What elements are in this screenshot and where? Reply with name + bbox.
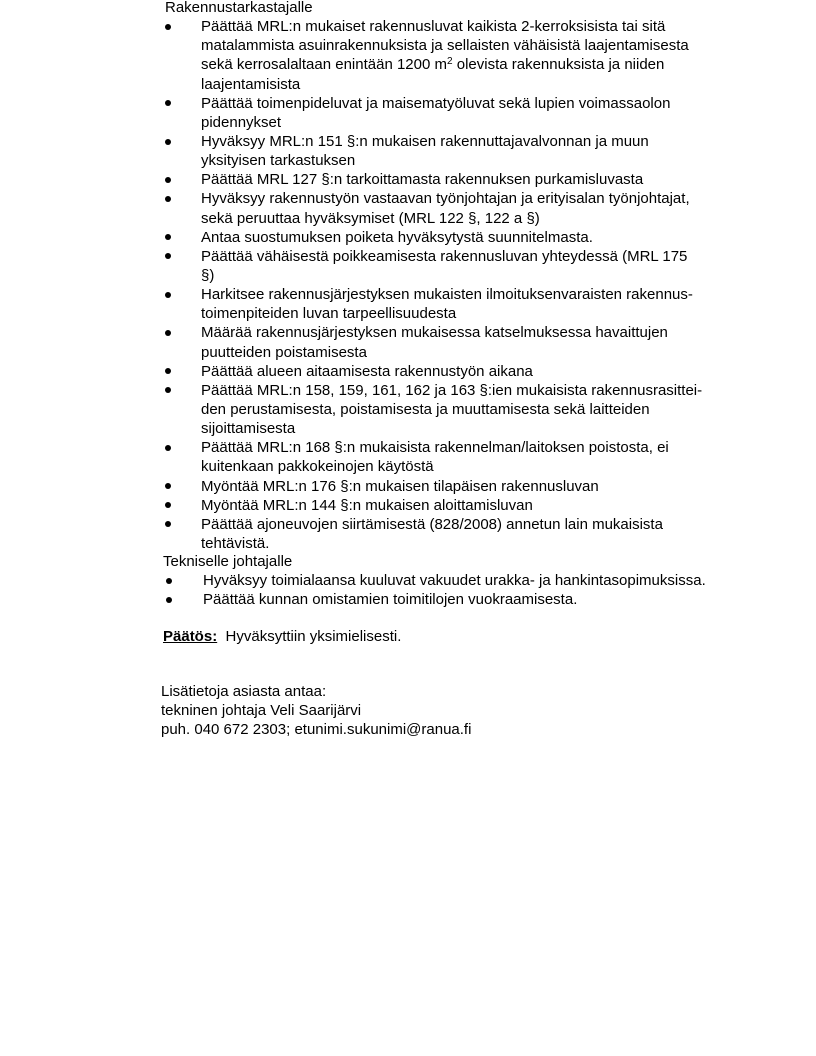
list-item xyxy=(165,94,702,132)
list-item-line: Päättää MRL:n 158, 159, 161, 162 ja 163 §:ien mukaisista rakennusrasittei- xyxy=(201,381,703,399)
list-item-line: Päättää MRL:n 168 §:n mukaisista rakennelman/laitoksen poistosta, ei xyxy=(201,439,669,457)
list-item xyxy=(165,132,702,170)
decision-text: Hyväksyttiin yksimielisesti. xyxy=(225,628,402,645)
bullet-icon xyxy=(165,132,175,151)
bullet-icon xyxy=(165,496,175,515)
bullet-icon xyxy=(165,438,175,457)
list-item-line: Myöntää MRL:n 176 §:n mukaisen tilapäisen rakennusluvan xyxy=(201,477,599,495)
section-heading: Rakennustarkastajalle xyxy=(165,0,313,16)
bullet-icon xyxy=(165,228,175,247)
list-item xyxy=(165,170,702,189)
text-span: olevista rakennuksista ja niiden xyxy=(452,56,665,74)
list-item-line: Päättää ajoneuvojen siirtämisestä (828/2008) annetun lain mukaisista xyxy=(201,515,663,533)
list-item: Päättää kunnan omistamien toimitilojen vuokraamisesta. xyxy=(163,590,706,609)
list-item-line: tehtävistä. xyxy=(201,534,270,552)
list-item xyxy=(165,247,702,285)
list-item xyxy=(165,362,702,381)
list-item xyxy=(165,438,702,476)
contact-info xyxy=(161,682,471,739)
superscript: 2 xyxy=(447,56,453,68)
list-item xyxy=(165,228,702,247)
list-item-line: Päättää MRL:n mukaiset rakennusluvat kaikista 2-kerroksisista tai sitä xyxy=(201,18,666,36)
bullet-icon xyxy=(165,477,175,496)
list-item-line: Päättää MRL 127 §:n tarkoittamasta rakennuksen purkamisluvasta xyxy=(201,171,644,189)
bullet-icon xyxy=(165,381,175,400)
section-heading: Tekniselle johtajalle xyxy=(163,553,293,570)
list-item xyxy=(165,323,702,361)
list-item-line: laajentamisista xyxy=(201,75,301,93)
bullet-icon xyxy=(165,285,175,304)
bullet-icon xyxy=(165,94,175,113)
list-item-line: sijoittamisesta xyxy=(201,420,296,438)
bullet-icon xyxy=(165,323,175,342)
bullet-icon xyxy=(165,17,175,36)
list-item xyxy=(165,17,702,94)
list-item-line: Päättää alueen aitaamisesta rakennustyön aikana xyxy=(201,362,533,380)
list-item-line: kuitenkaan pakkokeinojen käytöstä xyxy=(201,458,434,476)
list-item-line xyxy=(201,55,702,74)
list-item xyxy=(165,496,702,515)
bullet-icon xyxy=(165,362,175,381)
bullet-list xyxy=(165,17,702,553)
section-tekninen-johtaja xyxy=(163,552,706,609)
list-item-line: Määrää rakennusjärjestyksen mukaisessa katselmuksessa havaittujen xyxy=(201,324,668,342)
list-item-line: Päättää toimenpideluvat ja maisematyöluvat sekä lupien voimassaolon xyxy=(201,94,671,112)
list-item-line: toimenpiteiden luvan tarpeellisuudesta xyxy=(201,305,457,323)
list-item-line: pidennykset xyxy=(201,113,282,131)
section-rakennustarkastaja xyxy=(165,0,702,553)
list-item-line: matalammista asuinrakennuksista ja sellaisten vähäisistä laajentamisesta xyxy=(201,37,689,55)
list-item-line: Hyväksyy rakennustyön vastaavan työnjohtajan ja erityisalan työnjohtajat, xyxy=(201,190,690,208)
list-item-line: Päättää vähäisestä poikkeamisesta rakennusluvan yhteydessä (MRL 175 xyxy=(201,247,688,265)
list-item-line: Antaa suostumuksen poiketa hyväksytystä suunnitelmasta. xyxy=(201,228,593,246)
bullet-icon xyxy=(166,571,176,590)
list-item xyxy=(165,477,702,496)
list-item-line: Harkitsee rakennusjärjestyksen mukaisten ilmoituksenvaraisten rakennus- xyxy=(201,286,693,304)
list-item-line: Myöntää MRL:n 144 §:n mukaisen aloittamisluvan xyxy=(201,496,533,514)
list-item xyxy=(165,381,702,438)
list-item xyxy=(165,285,702,323)
text-span: sekä kerrosalaltaan enintään 1200 m xyxy=(201,56,447,74)
contact-line: puh. 040 672 2303; etunimi.sukunimi@ranua.fi xyxy=(161,721,472,739)
list-item-line: puutteiden poistamisesta xyxy=(201,343,367,361)
list-item-line: §) xyxy=(201,266,215,284)
contact-line: Lisätietoja asiasta antaa: xyxy=(161,683,327,700)
list-item-line: sekä peruuttaa hyväksymiset (MRL 122 §, 122 a §) xyxy=(201,209,540,227)
list-item xyxy=(165,515,702,553)
bullet-icon xyxy=(165,247,175,266)
bullet-icon xyxy=(165,189,175,208)
decision xyxy=(163,627,401,646)
list-item-line: Hyväksyy MRL:n 151 §:n mukaisen rakennuttajavalvonnan ja muun xyxy=(201,132,649,150)
bullet-icon xyxy=(165,515,175,534)
bullet-icon xyxy=(166,590,176,609)
bullet-icon xyxy=(165,170,175,189)
list-item xyxy=(165,189,702,227)
decision-label: Päätös: xyxy=(163,628,218,645)
list-item: Hyväksyy toimialaansa kuuluvat vakuudet urakka- ja hankintasopimuksissa. xyxy=(163,571,706,590)
list-item-line: yksityisen tarkastuksen xyxy=(201,152,356,170)
contact-line: tekninen johtaja Veli Saarijärvi xyxy=(161,702,362,720)
list-item-line: den perustamisesta, poistamisesta ja muuttamisesta sekä laitteiden xyxy=(201,400,650,418)
